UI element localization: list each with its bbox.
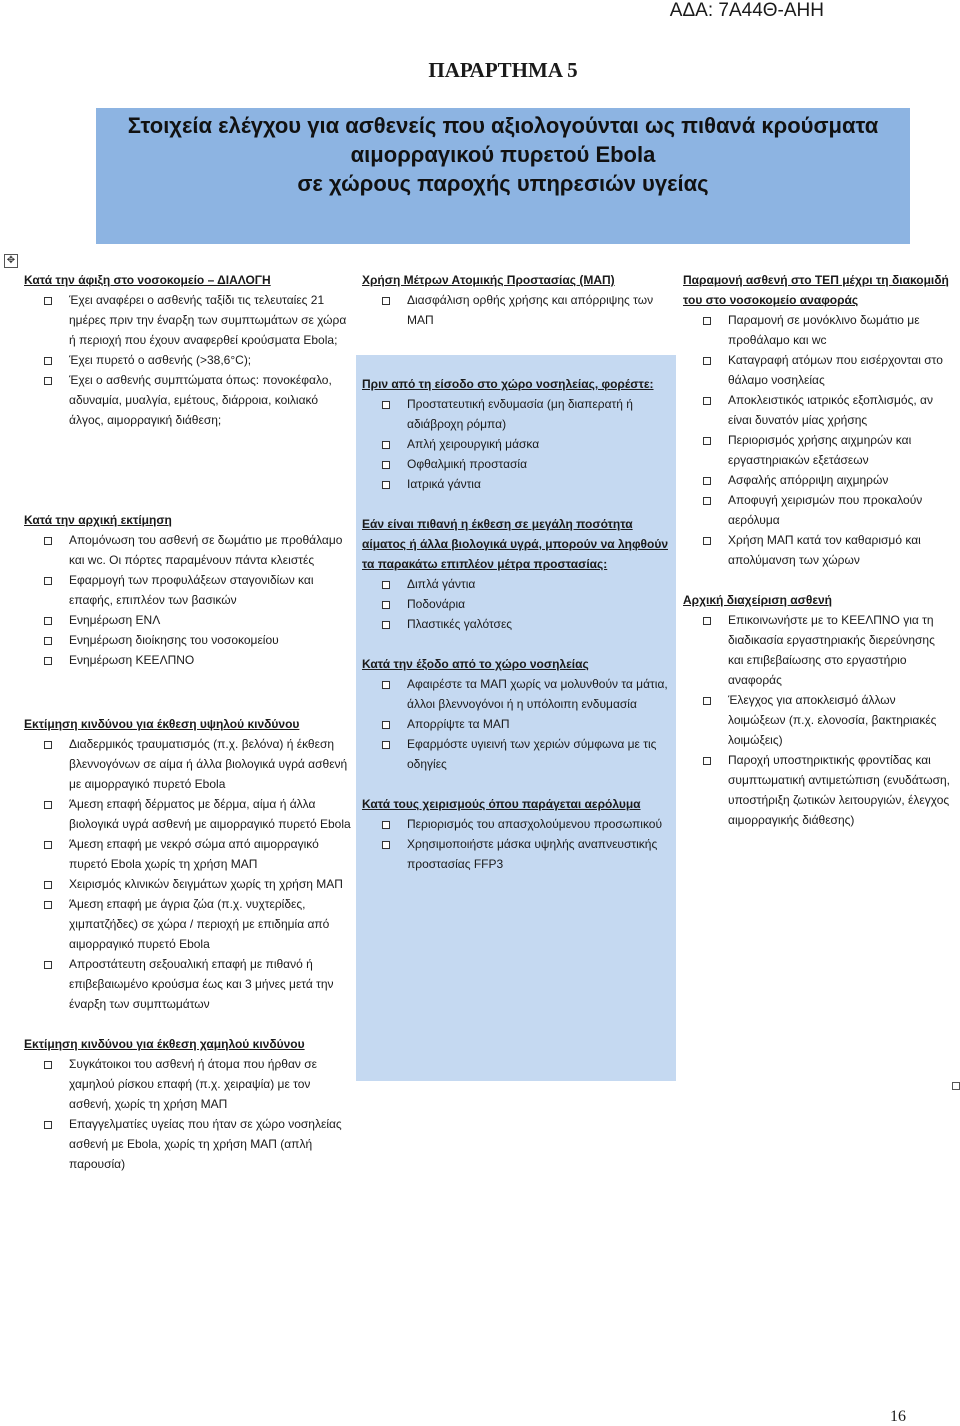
page-number: 16 (890, 1408, 906, 1425)
section-heading-initial-management: Αρχική διαχείριση ασθενή (683, 593, 833, 607)
checklist-item: Περιορισμός χρήσης αιχμηρών και εργαστηριακών εξετάσεων (683, 430, 951, 470)
checklist-item: Καταγραφή ατόμων που εισέρχονται στο θάλαμο νοσηλείας (683, 350, 951, 390)
checklist-item: Πλαστικές γαλότσες (362, 614, 676, 634)
checklist-item: Απροστάτευτη σεξουαλική επαφή με πιθανό ή επιβεβαιωμένο κρούσμα έως και 3 μήνες μετά την έναρξη των συμπτωμάτων (24, 954, 352, 1014)
section-heading-low-risk: Εκτίμηση κινδύνου για έκθεση χαμηλού κινδύνου (24, 1037, 305, 1051)
checklist-item: Άμεση επαφή δέρματος με δέρμα, αίμα ή άλλα βιολογικά υγρά ασθενή με αιμορραγικό πυρετό Ebola (24, 794, 352, 834)
checklist-initial-management (683, 610, 951, 830)
checklist-item: Έλεγχος για αποκλεισμό άλλων λοιμώξεων (π.χ. ελονοσία, βακτηριακές λοιμώξεις) (683, 690, 951, 750)
checklist-item: Οφθαλμική προστασία (362, 454, 676, 474)
checklist-initial-assessment (24, 530, 352, 670)
checklist-item: Αφαιρέστε τα ΜΑΠ χωρίς να μολυνθούν τα μάτια, άλλοι βλεννογόνοι ή η υπόλοιπη ενδυμασία (362, 674, 676, 714)
checklist-item: Απλή χειρουργική μάσκα (362, 434, 676, 454)
checklist-item: Ποδονάρια (362, 594, 676, 614)
checklist-item: Χρησιμοποιήστε μάσκα υψηλής αναπνευστικής προστασίας FFP3 (362, 834, 676, 874)
checklist-item: Άμεση επαφή με νεκρό σώμα από αιμορραγικό πυρετό Ebola χωρίς τη χρήση ΜΑΠ (24, 834, 352, 874)
checklist-low-risk (24, 1054, 352, 1174)
banner-line: αιμορραγικού πυρετού Ebola (350, 142, 656, 167)
checklist-item: Επικοινωνήστε με το ΚΕΕΛΠΝΟ για τη διαδικασία εργαστηριακής διερεύνησης και επιβεβαίωσης στο εργαστήριο αναφοράς (683, 610, 951, 690)
section-heading-ppe: Χρήση Μέτρων Ατομικής Προστασίας (ΜΑΠ) (362, 273, 615, 287)
checklist-item: Παραμονή σε μονόκλινο δωμάτιο με προθάλαμο και wc (683, 310, 951, 350)
checklist-item: Απομόνωση του ασθενή σε δωμάτιο με προθάλαμο και wc. Οι πόρτες παραμένουν πάντα κλειστές (24, 530, 352, 570)
checklist-item: Περιορισμός του απασχολούμενου προσωπικού (362, 814, 676, 834)
checkbox-icon (952, 1082, 960, 1090)
section-heading-arrival: Κατά την άφιξη στο νοσοκομείο – ΔΙΑΛΟΓΗ (24, 273, 271, 287)
ada-code: ΑΔΑ: 7Α44Θ-ΑΗΗ (669, 0, 824, 21)
checklist-item: Έχει αναφέρει ο ασθενής ταξίδι τις τελευταίες 21 ημέρες πριν την έναρξη των συμπτωμάτων σε χώρα ή περιοχή που έχουν αναφερθεί κρούσματα Ebola; (24, 290, 352, 350)
annex-title: ΠΑΡΑΡΤΗΜΑ 5 (428, 58, 578, 82)
checklist-item: Ιατρικά γάντια (362, 474, 676, 494)
section-heading-high-risk: Εκτίμηση κινδύνου για έκθεση υψηλού κινδύνου (24, 717, 300, 731)
checklist-item: Διασφάλιση ορθής χρήσης και απόρριψης των ΜΑΠ (362, 290, 676, 330)
section-heading-blood-exposure: Εάν είναι πιθανή η έκθεση σε μεγάλη ποσότητα αίματος ή άλλα βιολογικά υγρά, μπορούν να ληφθούν τα παρακάτω επιπλέον μέτρα προστασίας: (362, 517, 669, 571)
checklist-item: Ενημέρωση ΚΕΕΛΠΝΟ (24, 650, 352, 670)
checklist-item: Ενημέρωση διοίκησης του νοσοκομείου (24, 630, 352, 650)
checklist-arrival (24, 290, 352, 430)
checklist-aerosol (362, 814, 676, 874)
banner-line: Στοιχεία ελέγχου για ασθενείς που αξιολογούνται ως πιθανά κρούσματα (127, 113, 879, 138)
column-ppe (356, 270, 676, 1081)
checklist-item: Εφαρμογή των προφυλάξεων σταγονιδίων και επαφής, επιπλέον των βασικών (24, 570, 352, 610)
banner-line: σε χώρους παροχής υπηρεσιών υγείας (297, 171, 709, 196)
checklist-item: Διπλά γάντια (362, 574, 676, 594)
section-heading-aerosol: Κατά τους χειρισμούς όπου παράγεται αερόλυμα (362, 797, 641, 811)
checklist-item: Απορρίψτε τα ΜΑΠ (362, 714, 676, 734)
checklist-item: Προστατευτική ενδυμασία (μη διαπερατή ή αδιάβροχη ρόμπα) (362, 394, 676, 434)
checklist-item: Επαγγελματίες υγείας που ήταν σε χώρο νοσηλείας ασθενή με Ebola, χωρίς τη χρήση ΜΑΠ (απλή παρουσία) (24, 1114, 352, 1174)
checklist-item: Έχει πυρετό ο ασθενής (>38,6°C); (24, 350, 352, 370)
checklist-item: Ασφαλής απόρριψη αιχμηρών (683, 470, 951, 490)
checklist-blood-exposure (362, 574, 676, 634)
checklist-item: Αποκλειστικός ιατρικός εξοπλισμός, αν είναι δυνατόν μίας χρήσης (683, 390, 951, 430)
checklist-item: Αποφυγή χειρισμών που προκαλούν αερόλυμα (683, 490, 951, 530)
checklist-item: Εφαρμόστε υγιεινή των χεριών σύμφωνα με τις οδηγίες (362, 734, 676, 774)
checklist-stay (683, 310, 951, 570)
section-heading-exit: Κατά την έξοδο από το χώρο νοσηλείας (362, 657, 589, 671)
checklist-item: Άμεση επαφή με άγρια ζώα (π.χ. νυχτερίδες, χιμπατζήδες) σε χώρα / περιοχή με επιδημία από αιμορραγικό πυρετό Ebola (24, 894, 352, 954)
checklist-item: Έχει ο ασθενής συμπτώματα όπως: πονοκέφαλο, αδυναμία, μυαλγία, εμέτους, διάρροια, κοιλιακό άλγος, αιμορραγική διάθεση; (24, 370, 352, 430)
checklist-item: Παροχή υποστηρικτικής φροντίδας και συμπτωματική αντιμετώπιση (ενυδάτωση, υποστήριξη ζωτικών λειτουργιών, έλεγχος αιμορραγικής διάθεσης) (683, 750, 951, 830)
checklist-before-entry (362, 394, 676, 494)
checklist-exit (362, 674, 676, 774)
checklist-item: Ενημέρωση ΕΝΛ (24, 610, 352, 630)
checklist-high-risk (24, 734, 352, 1014)
column-triage (24, 270, 352, 1174)
checklist-item: Διαδερμικός τραυματισμός (π.χ. βελόνα) ή έκθεση βλεννογόνων σε αίμα ή άλλα βιολογικά υγρά ασθενή με αιμορραγικό πυρετό Ebola (24, 734, 352, 794)
checklist-item: Χρήση ΜΑΠ κατά τον καθαρισμό και απολύμανση των χώρων (683, 530, 951, 570)
checklist-ppe (362, 290, 676, 330)
checklist-item: Χειρισμός κλινικών δειγμάτων χωρίς τη χρήση ΜΑΠ (24, 874, 352, 894)
checklist-item: Συγκάτοικοι του ασθενή ή άτομα που ήρθαν σε χαμηλού ρίσκου επαφή (π.χ. χειραψία) με τον ασθενή, χωρίς τη χρήση ΜΑΠ (24, 1054, 352, 1114)
section-heading-initial-assessment: Κατά την αρχική εκτίμηση (24, 513, 172, 527)
section-heading-stay: Παραμονή ασθενή στο ΤΕΠ μέχρι τη διακομιδή του στο νοσοκομείο αναφοράς (683, 273, 949, 307)
column-management (683, 270, 951, 830)
title-banner (96, 108, 910, 244)
section-heading-before-entry: Πριν από τη είσοδο στο χώρο νοσηλείας, φορέστε: (362, 377, 654, 391)
table-move-handle-icon[interactable]: ✥ (4, 254, 18, 268)
